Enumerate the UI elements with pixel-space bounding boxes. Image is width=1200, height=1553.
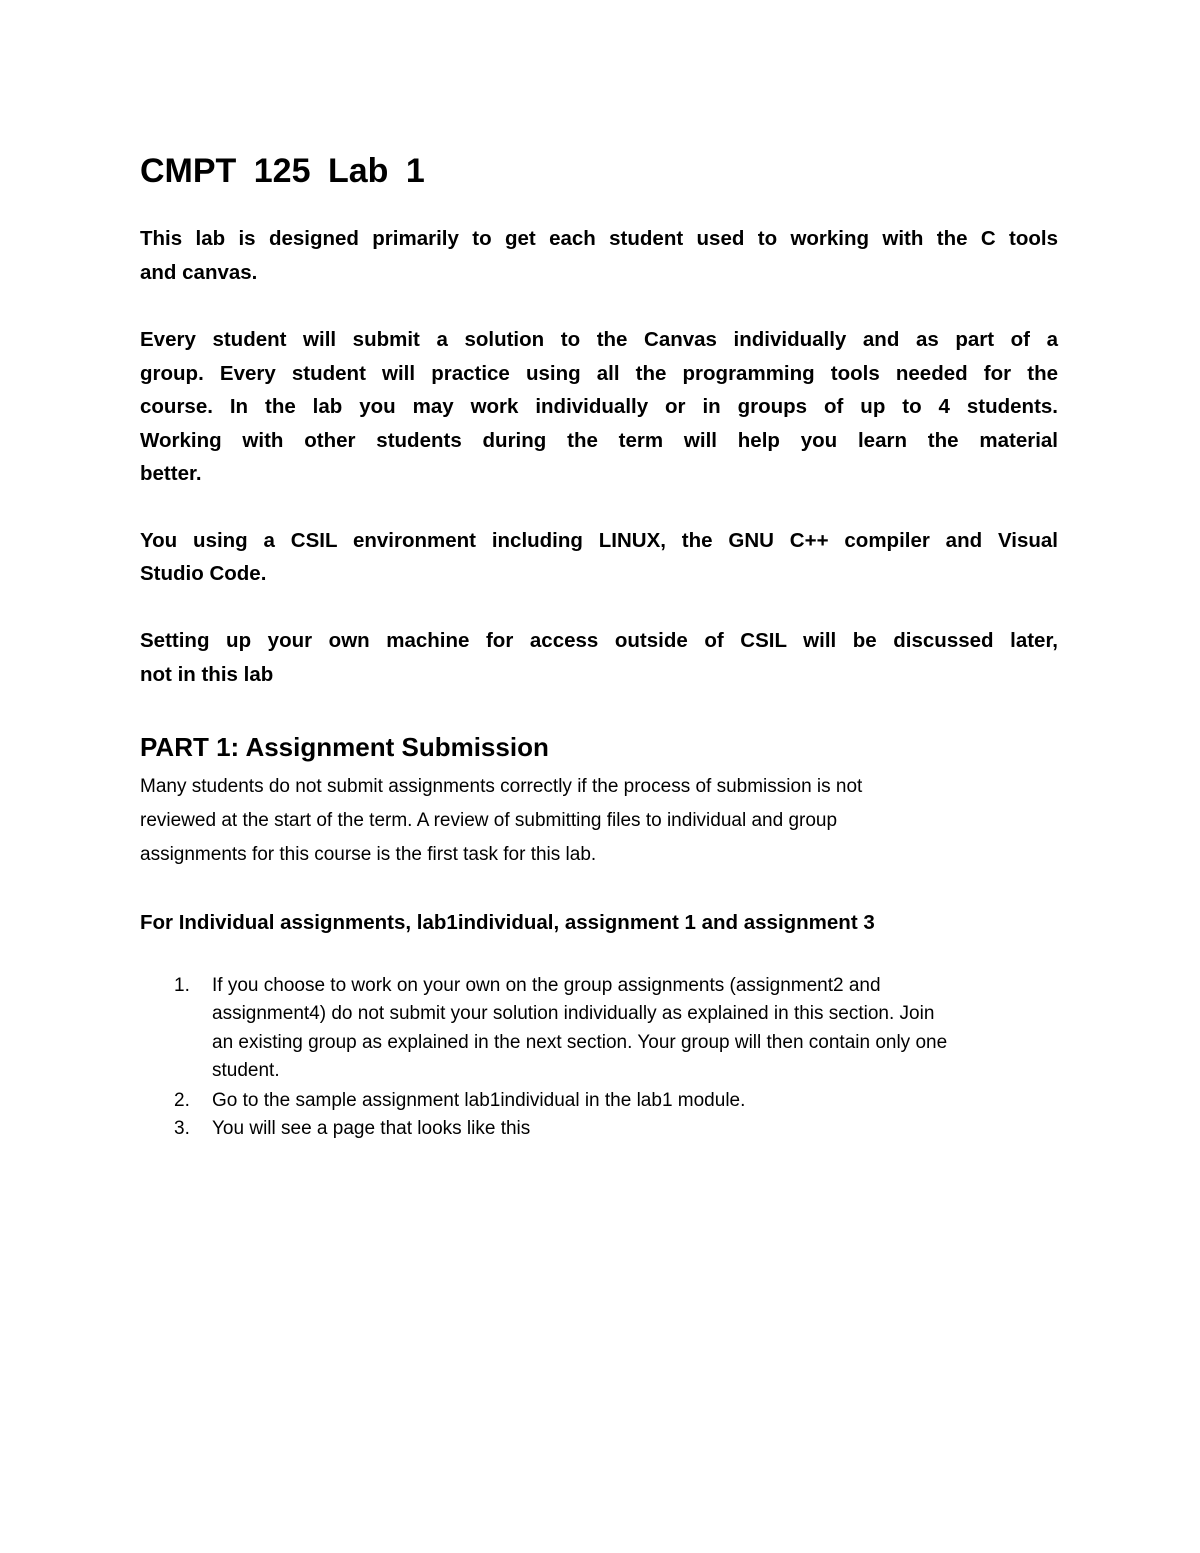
intro-p2-line: Working with other students during the term will help you learn the material — [140, 429, 1058, 452]
intro-p3-line: Studio Code. — [140, 562, 267, 585]
list-item-line: Go to the sample assignment lab1individual in the lab1 module. — [212, 1090, 746, 1111]
intro-p3-line: You using a CSIL environment including LINUX, the GNU C++ compiler and Visual — [140, 529, 1058, 552]
intro-p1-line: and canvas. — [140, 261, 258, 284]
list-number: 1. — [174, 975, 190, 996]
list-number: 2. — [174, 1090, 190, 1111]
list-item-line: assignment4) do not submit your solution individually as explained in this section. Join — [212, 1003, 935, 1024]
part1-para-line: assignments for this course is the first task for this lab. — [140, 844, 597, 865]
part1-para-line: reviewed at the start of the term. A review of submitting files to individual and group — [140, 810, 838, 831]
intro-p2-line: group. Every student will practice using all the programming tools needed for the — [140, 362, 1058, 385]
page-title: CMPT 125 Lab 1 — [140, 152, 425, 190]
intro-p1-line: This lab is designed primarily to get each student used to working with the C tools — [140, 227, 1058, 250]
list-number: 3. — [174, 1118, 190, 1139]
intro-p2-line: course. In the lab you may work individually or in groups of up to 4 students. — [140, 395, 1058, 418]
part1-heading: PART 1: Assignment Submission — [140, 732, 549, 762]
intro-p4-line: not in this lab — [140, 663, 274, 686]
intro-p4-line: Setting up your own machine for access outside of CSIL will be discussed later, — [140, 629, 1058, 652]
individual-assignments-heading: For Individual assignments, lab1individual, assignment 1 and assignment 3 — [140, 911, 875, 934]
list-item-line: You will see a page that looks like this — [212, 1118, 531, 1139]
list-item-line: If you choose to work on your own on the group assignments (assignment2 and — [212, 975, 881, 996]
part1-para-line: Many students do not submit assignments correctly if the process of submission is not — [140, 776, 863, 797]
list-item-line: student. — [212, 1060, 280, 1081]
list-item-line: an existing group as explained in the next section. Your group will then contain only one — [212, 1032, 948, 1053]
intro-p2-line: Every student will submit a solution to the Canvas individually and as part of a — [140, 328, 1058, 351]
intro-p2-line: better. — [140, 462, 202, 485]
